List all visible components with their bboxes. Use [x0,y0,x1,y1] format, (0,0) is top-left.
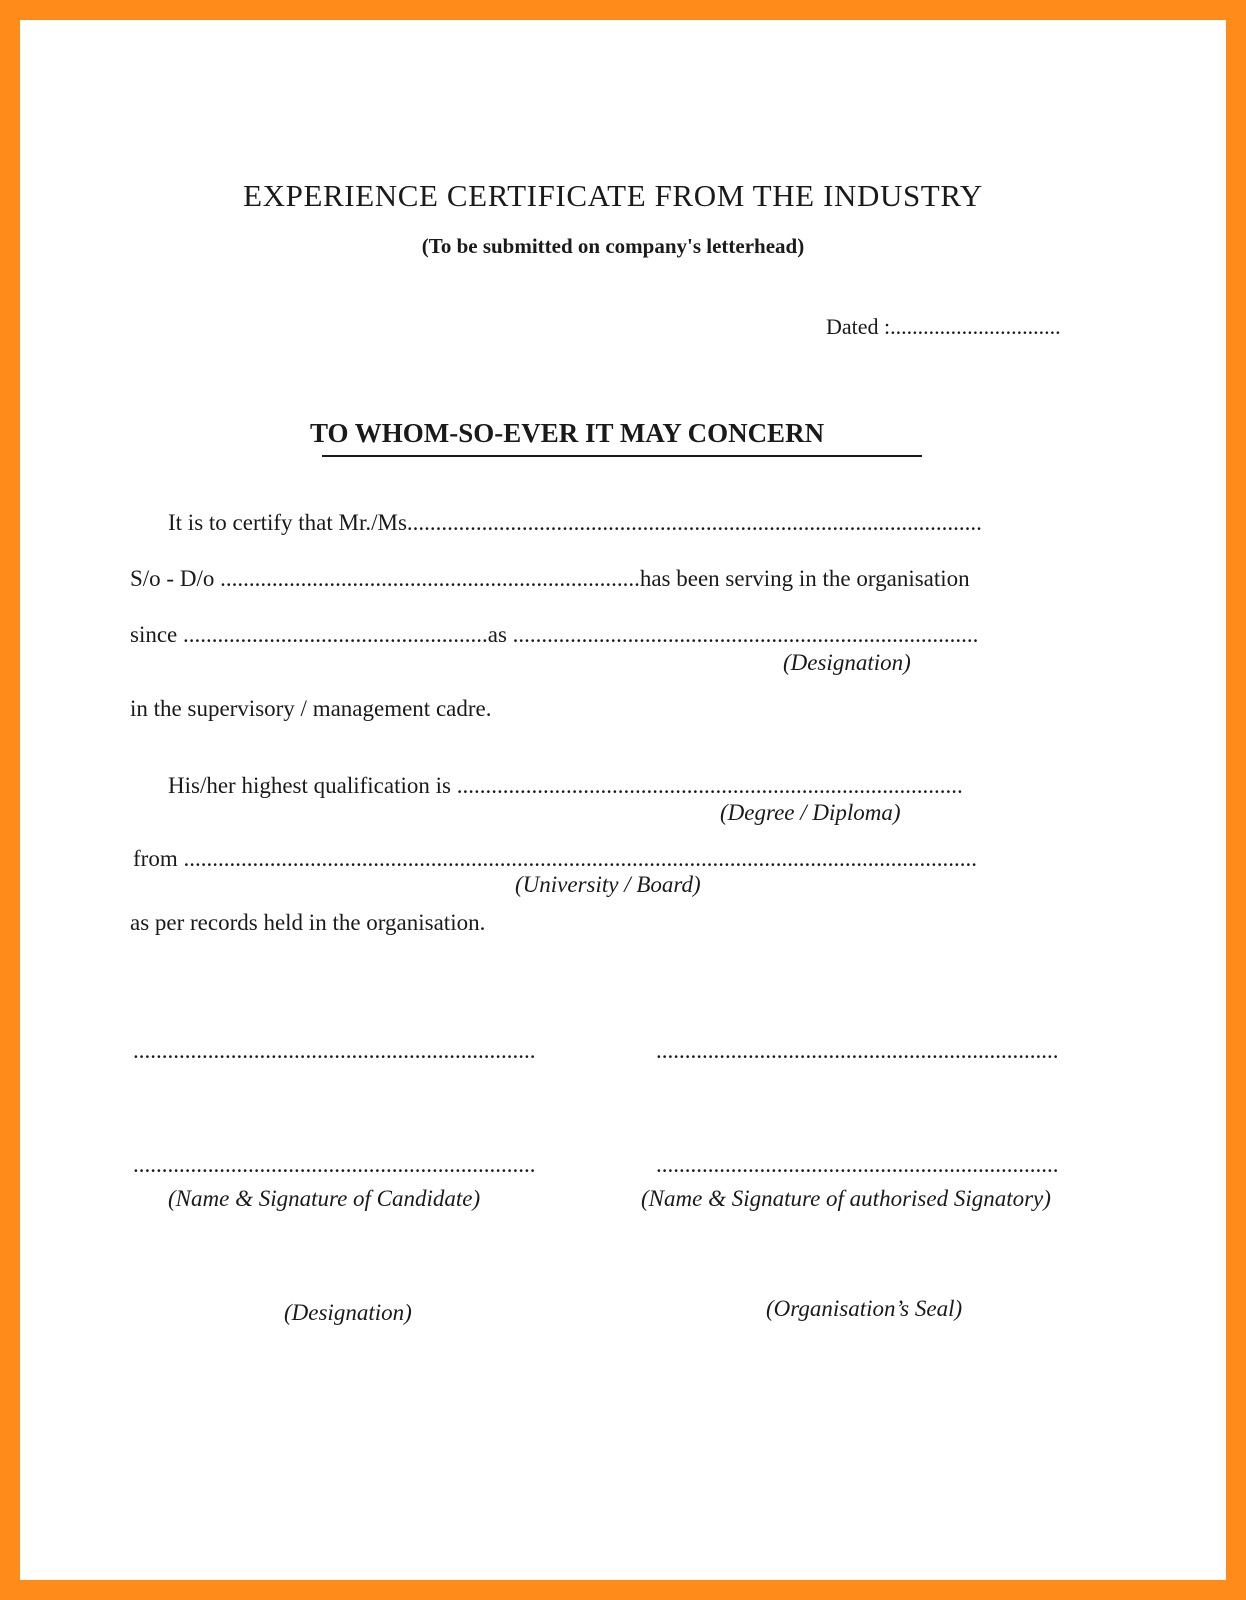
designation-caption: (Designation) [783,650,911,675]
organisation-seal-caption: (Organisation’s Seal) [766,1296,963,1321]
from-line: from .......................................................................................................................................... [133,846,977,871]
document-subtitle: (To be submitted on company's letterhead) [421,234,805,258]
degree-caption: (Degree / Diploma) [720,800,901,825]
signature-dots-left-1: ...................................................................... [133,1038,536,1063]
signatory-signature-caption: (Name & Signature of authorised Signatory) [641,1186,1051,1211]
salutation-heading: TO WHOM-SO-EVER IT MAY CONCERN [310,418,825,448]
qualification-line: His/her highest qualification is ........................................................................................ [168,773,963,798]
salutation-underline [322,455,922,457]
candidate-signature-caption: (Name & Signature of Candidate) [168,1186,481,1211]
dated-field: Dated :............................... [826,314,1061,339]
document-title: EXPERIENCE CERTIFICATE FROM THE INDUSTRY [243,178,983,213]
signature-dots-right-1: ...................................................................... [656,1038,1059,1063]
certify-line: It is to certify that Mr./Ms.................................................................................................... [168,510,982,535]
records-line: as per records held in the organisation. [130,910,486,935]
relation-line: S/o - D/o .........................................................................has been serving in the organisation [130,566,970,591]
signature-dots-left-2: ...................................................................... [133,1152,536,1177]
candidate-designation-caption: (Designation) [284,1300,412,1325]
since-line: since .....................................................as ................................................................................. [130,622,979,647]
signature-dots-right-2: ...................................................................... [656,1152,1059,1177]
cadre-line: in the supervisory / management cadre. [130,696,492,721]
university-caption: (University / Board) [515,872,701,897]
